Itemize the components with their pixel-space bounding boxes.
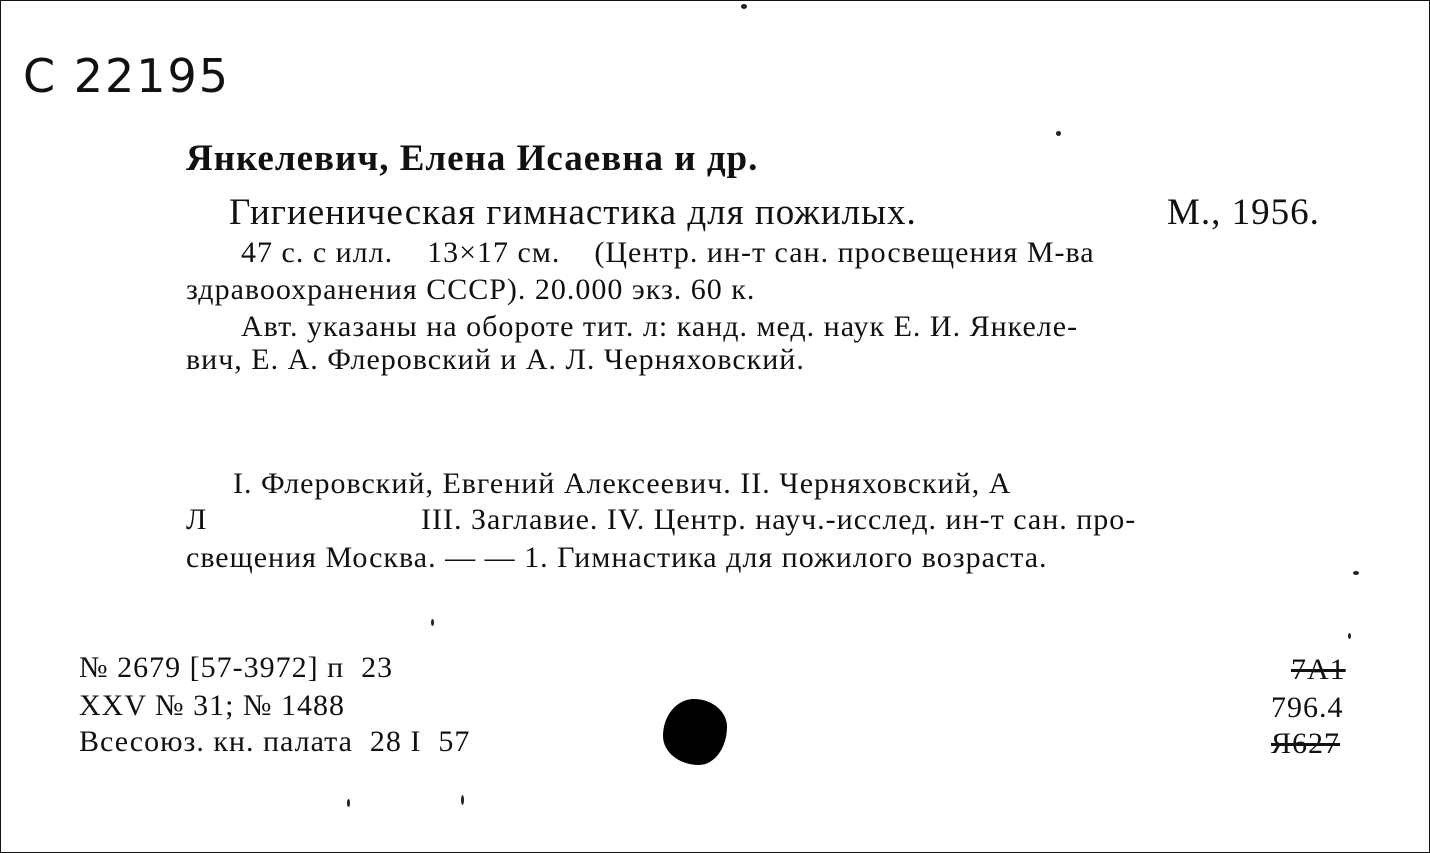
classification-code: 796.4 — [1271, 691, 1344, 724]
imprint: М., 1956. — [1167, 192, 1320, 233]
author-heading: Янкелевич, Елена Исаевна и др. — [186, 138, 759, 179]
registry-line-2: XXV № 31; № 1488 — [79, 689, 346, 722]
ink-speck — [347, 799, 350, 807]
description-line-3: Авт. указаны на обороте тит. л: канд. мед. наук Е. И. Янкеле- — [241, 310, 1079, 343]
ink-speck — [431, 619, 434, 626]
subject-line-1: I. Флеровский, Евгений Алексеевич. II. Черняховский, А — [233, 467, 1012, 500]
subject-line-3: III. Заглавие. IV. Центр. науч.-исслед. ин-т сан. про- — [421, 503, 1137, 536]
description-line-2: здравоохранения СССР). 20.000 экз. 60 к. — [186, 273, 756, 306]
description-line-4: вич, Е. А. Флеровский и А. Л. Черняховский. — [186, 343, 805, 376]
description-line-1: 47 с. с илл. 13×17 см. (Центр. ин-т сан. просвещения М-ва — [241, 236, 1095, 269]
ink-speck — [1056, 131, 1061, 136]
ink-blot — [663, 699, 727, 765]
old-classification-code: 7А1 — [1291, 653, 1346, 686]
ink-speck — [741, 4, 747, 9]
registry-line-1: № 2679 [57-3972] п 23 — [79, 651, 394, 684]
ink-speck — [1348, 633, 1351, 639]
subject-line-4: свещения Москва. — — 1. Гимнастика для пожилого возраста. — [186, 541, 1048, 574]
ink-speck — [1353, 571, 1359, 575]
old-author-mark: Я627 — [1271, 727, 1341, 760]
handwritten-card-number: С 22195 — [23, 49, 231, 103]
subject-line-2: Л — [186, 503, 208, 536]
registry-line-3: Всесоюз. кн. палата 28 I 57 — [79, 725, 471, 758]
book-title: Гигиеническая гимнастика для пожилых. — [229, 192, 917, 233]
ink-speck — [461, 795, 464, 805]
